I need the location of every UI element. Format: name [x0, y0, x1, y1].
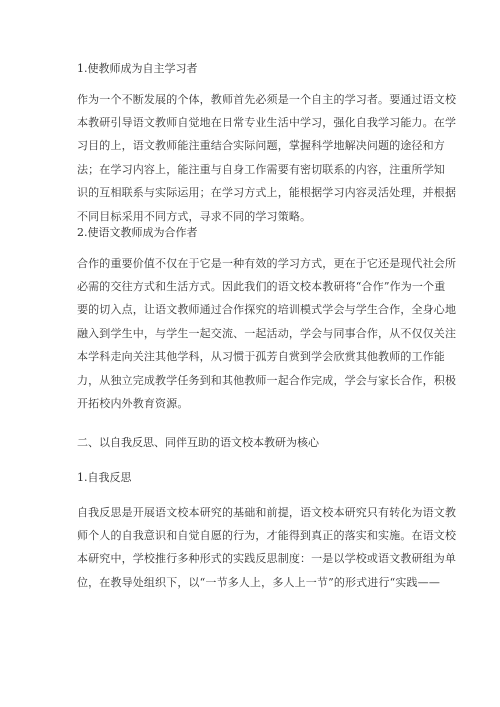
paragraph-line: 不同目标采用不同方式，寻求不同的学习策略。 [77, 210, 312, 223]
paragraph-line: 识的互相联系与实际运用；在学习方式上，能根据学习内容灵活处理，并根据 [77, 186, 457, 199]
paragraph-line: 位，在教导处组织下，以“一节多人上，多人上一节”的形式进行“实践—— [77, 576, 440, 589]
paragraph-line: 师个人的自我意识和自觉自愿的行为，才能得到真正的落实和实施。在语文校 [77, 529, 457, 542]
section-heading-autonomous-learner: 1.使教师成为自主学习者 [77, 62, 198, 75]
paragraph-line: 开拓校内外教育资源。 [77, 397, 189, 410]
section-heading-self-reflection: 1.自我反思 [77, 471, 132, 484]
paragraph-line: 自我反思是开展语文校本研究的基础和前提，语文校本研究只有转化为语文教 [77, 506, 457, 519]
paragraph-line: 必需的交往方式和生活方式。因此我们的语文校本教研将“合作”作为一个重 [77, 280, 446, 293]
paragraph-line: 习目的上，语文教师能注重结合实际问题，掌握科学地解决问题的途径和方 [77, 139, 445, 152]
paragraph-line: 合作的重要价值不仅在于它是一种有效的学习方式，更在于它还是现代社会所 [77, 257, 457, 270]
paragraph-line: 法；在学习内容上，能注重与自身工作需要有密切联系的内容，注重所学知 [77, 163, 445, 176]
section-heading-core-teaching-research: 二、以自我反思、同伴互助的语文校本教研为核心 [77, 436, 319, 449]
paragraph-line: 力，从独立完成教学任务到和其他教师一起合作完成，学会与家长合作，积极 [77, 374, 457, 387]
paragraph-line: 本研究中，学校推行多种形式的实践反思制度：一是以学校或语文教研组为单 [77, 552, 457, 565]
paragraph-line: 要的切入点，让语文教师通过合作探究的培训模式学会与学生合作，全身心地 [77, 303, 457, 316]
paragraph-line: 本教研引导语文教师自觉地在日常专业生活中学习，强化自我学习能力。在学 [77, 116, 457, 129]
paragraph-line: 融入到学生中，与学生一起交流、一起活动，学会与同事合作，从不仅仅关注 [77, 327, 457, 340]
paragraph-line: 本学科走向关注其他学科，从习惯于孤芳自赏到学会欣赏其他教师的工作能 [77, 350, 445, 363]
paragraph-line: 作为一个不断发展的个体，教师首先必须是一个自主的学习者。要通过语文校 [77, 93, 457, 106]
section-heading-collaborator: 2.使语文教师成为合作者 [77, 226, 198, 239]
